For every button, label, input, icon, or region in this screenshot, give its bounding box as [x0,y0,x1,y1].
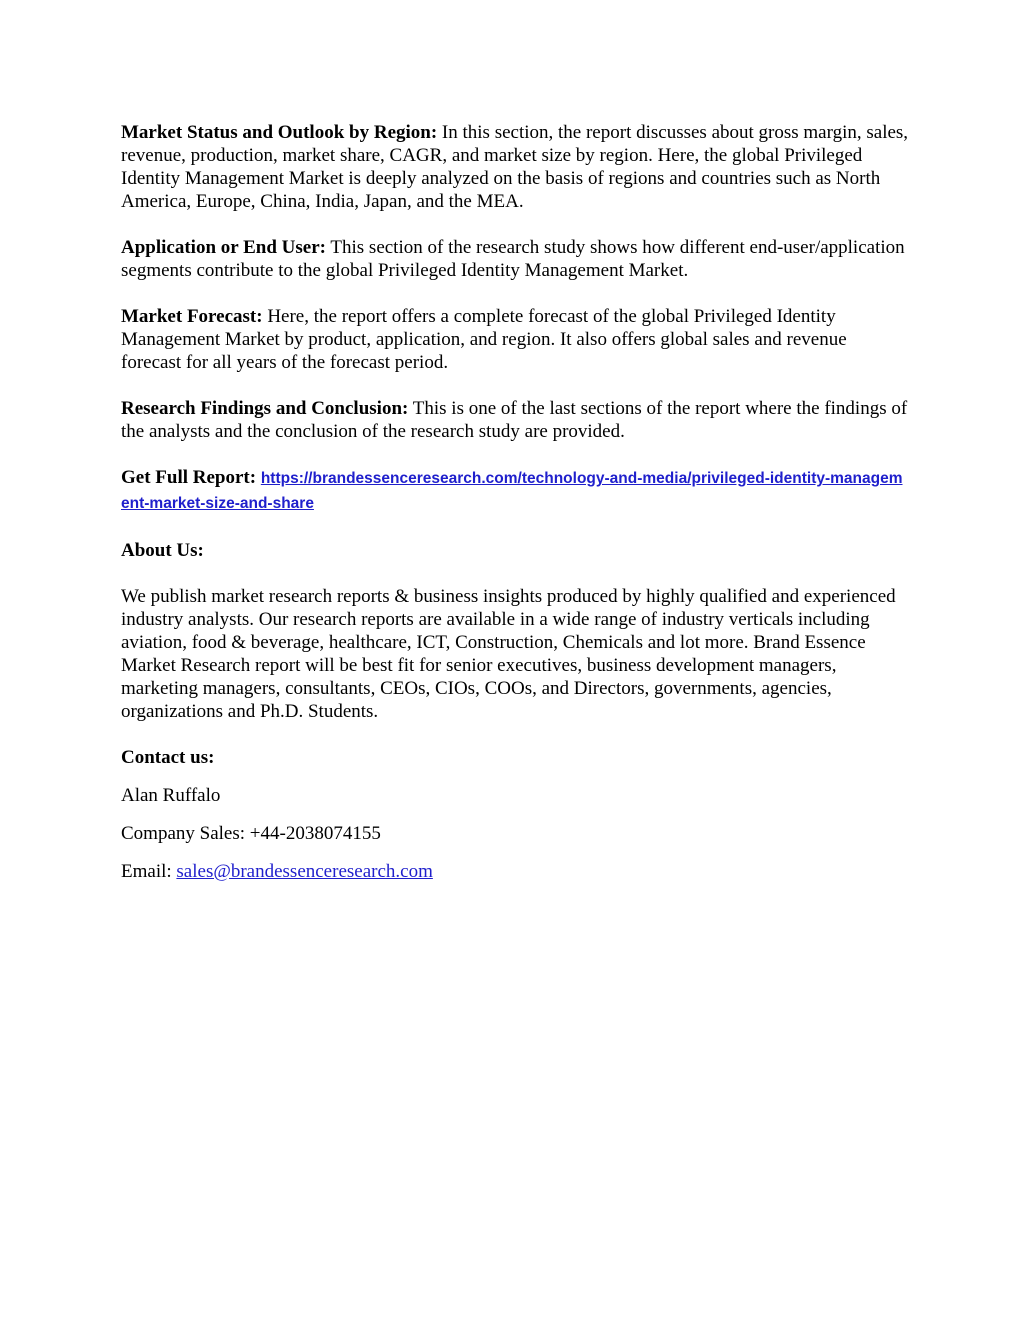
contact-heading: Contact us: [121,747,215,768]
full-report-line [121,466,911,516]
section-body: This is one of the last sections of the report where the findings of the analysts and the conclusion of the research study are provided. [121,398,908,442]
section-body: This section of the research study shows how different end-user/application segments contribute to the global Privileged Identity Management Market. [121,237,905,281]
section-heading: Market Forecast: [121,306,263,327]
contact-sales-label: Company Sales: [121,823,246,844]
document-page [121,121,911,898]
contact-email-label: Email: [121,861,172,882]
section-heading: Research Findings and Conclusion: [121,398,409,419]
contact-name: Alan Ruffalo [121,785,221,806]
contact-sales-line [121,822,911,845]
contact-email-link[interactable]: sales@brandessenceresearch.com [176,861,433,882]
section-heading: Application or End User: [121,237,326,258]
section-application [121,236,911,282]
section-body: In this section, the report discusses about gross margin, sales, revenue, production, market share, CAGR, and market size by region. Here, the global Privileged Identity Management Market is deeply analyzed on the basis of regions and countries such as North America, Europe, China, India, Japan, and the MEA. [121,122,909,212]
about-body: We publish market research reports & business insights produced by highly qualified and experienced industry analysts. Our research reports are available in a wide range of industry verticals including aviation, food & beverage, healthcare, ICT, Construction, Chemicals and lot more. Brand Essence Market Research report will be best fit for senior executives, business development managers, marketing managers, consultants, CEOs, CIOs, COOs, and Directors, governments, agencies, organizations and Ph.D. Students. [121,586,896,722]
contact-sales-phone: +44-2038074155 [249,823,381,844]
section-market-forecast [121,305,911,374]
section-market-status [121,121,911,213]
about-heading: About Us: [121,540,204,561]
section-heading: Market Status and Outlook by Region: [121,122,438,143]
section-body: Here, the report offers a complete forecast of the global Privileged Identity Management Market by product, application, and region. It also offers global sales and revenue forecast for all years of the forecast period. [121,306,847,373]
contact-email-line [121,860,911,883]
full-report-label: Get Full Report: [121,467,257,488]
full-report-link[interactable]: https://brandessenceresearch.com/technology-and-media/privileged-identity-management-market-size-and-share [121,470,903,512]
section-research-findings [121,397,911,443]
